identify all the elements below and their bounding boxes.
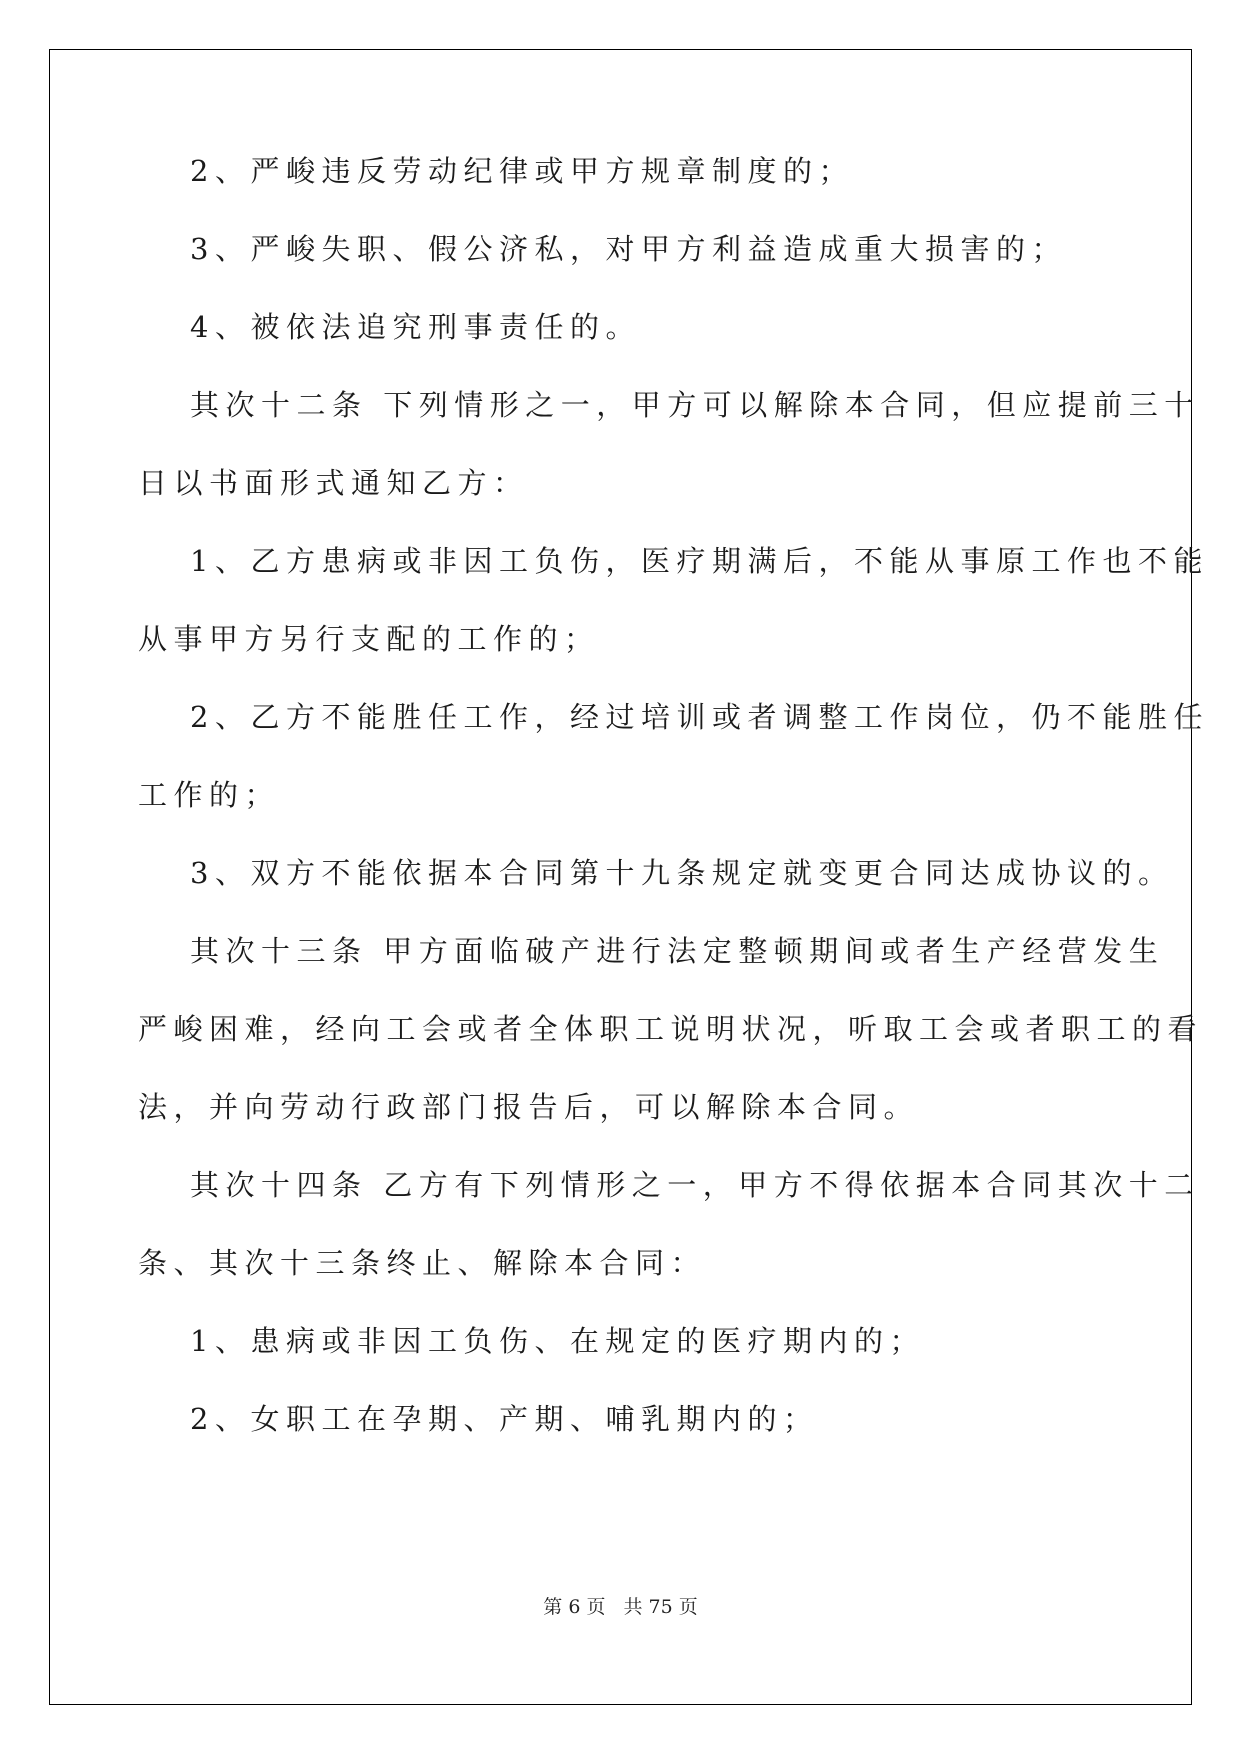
text-line: 2、乙方不能胜任工作，经过培训或者调整工作岗位，仍不能胜任 <box>190 700 1209 734</box>
text-line: 其次十二条 下列情形之一，甲方可以解除本合同，但应提前三十 <box>190 388 1200 422</box>
page-footer <box>0 1598 1241 1617</box>
text-line: 其次十四条 乙方有下列情形之一，甲方不得依据本合同其次十二 <box>190 1168 1200 1202</box>
text-line: 工作的； <box>138 778 281 812</box>
text-line: 3、严峻失职、假公济私，对甲方利益造成重大损害的； <box>190 232 1067 266</box>
text-line: 1、患病或非因工负伤、在规定的医疗期内的； <box>190 1324 925 1358</box>
text-line: 2、女职工在孕期、产期、哺乳期内的； <box>190 1402 819 1436</box>
text-line: 3、双方不能依据本合同第十九条规定就变更合同达成协议的。 <box>190 856 1174 890</box>
text-line: 严峻困难，经向工会或者全体职工说明状况，听取工会或者职工的看 <box>138 1012 1204 1046</box>
text-line: 条、其次十三条终止、解除本合同： <box>138 1246 707 1280</box>
text-line: 4、被依法追究刑事责任的。 <box>190 310 641 344</box>
text-line: 2、严峻违反劳动纪律或甲方规章制度的； <box>190 154 854 188</box>
text-line: 其次十三条 甲方面临破产进行法定整顿期间或者生产经营发生 <box>190 934 1165 968</box>
page-number: 第 6 页 <box>543 1596 606 1618</box>
total-pages: 共 75 页 <box>623 1596 698 1618</box>
text-line: 日以书面形式通知乙方： <box>138 466 529 500</box>
text-line: 法，并向劳动行政部门报告后，可以解除本合同。 <box>138 1090 920 1124</box>
text-line: 1、乙方患病或非因工负伤，医疗期满后，不能从事原工作也不能 <box>190 544 1209 578</box>
text-line: 从事甲方另行支配的工作的； <box>138 622 600 656</box>
